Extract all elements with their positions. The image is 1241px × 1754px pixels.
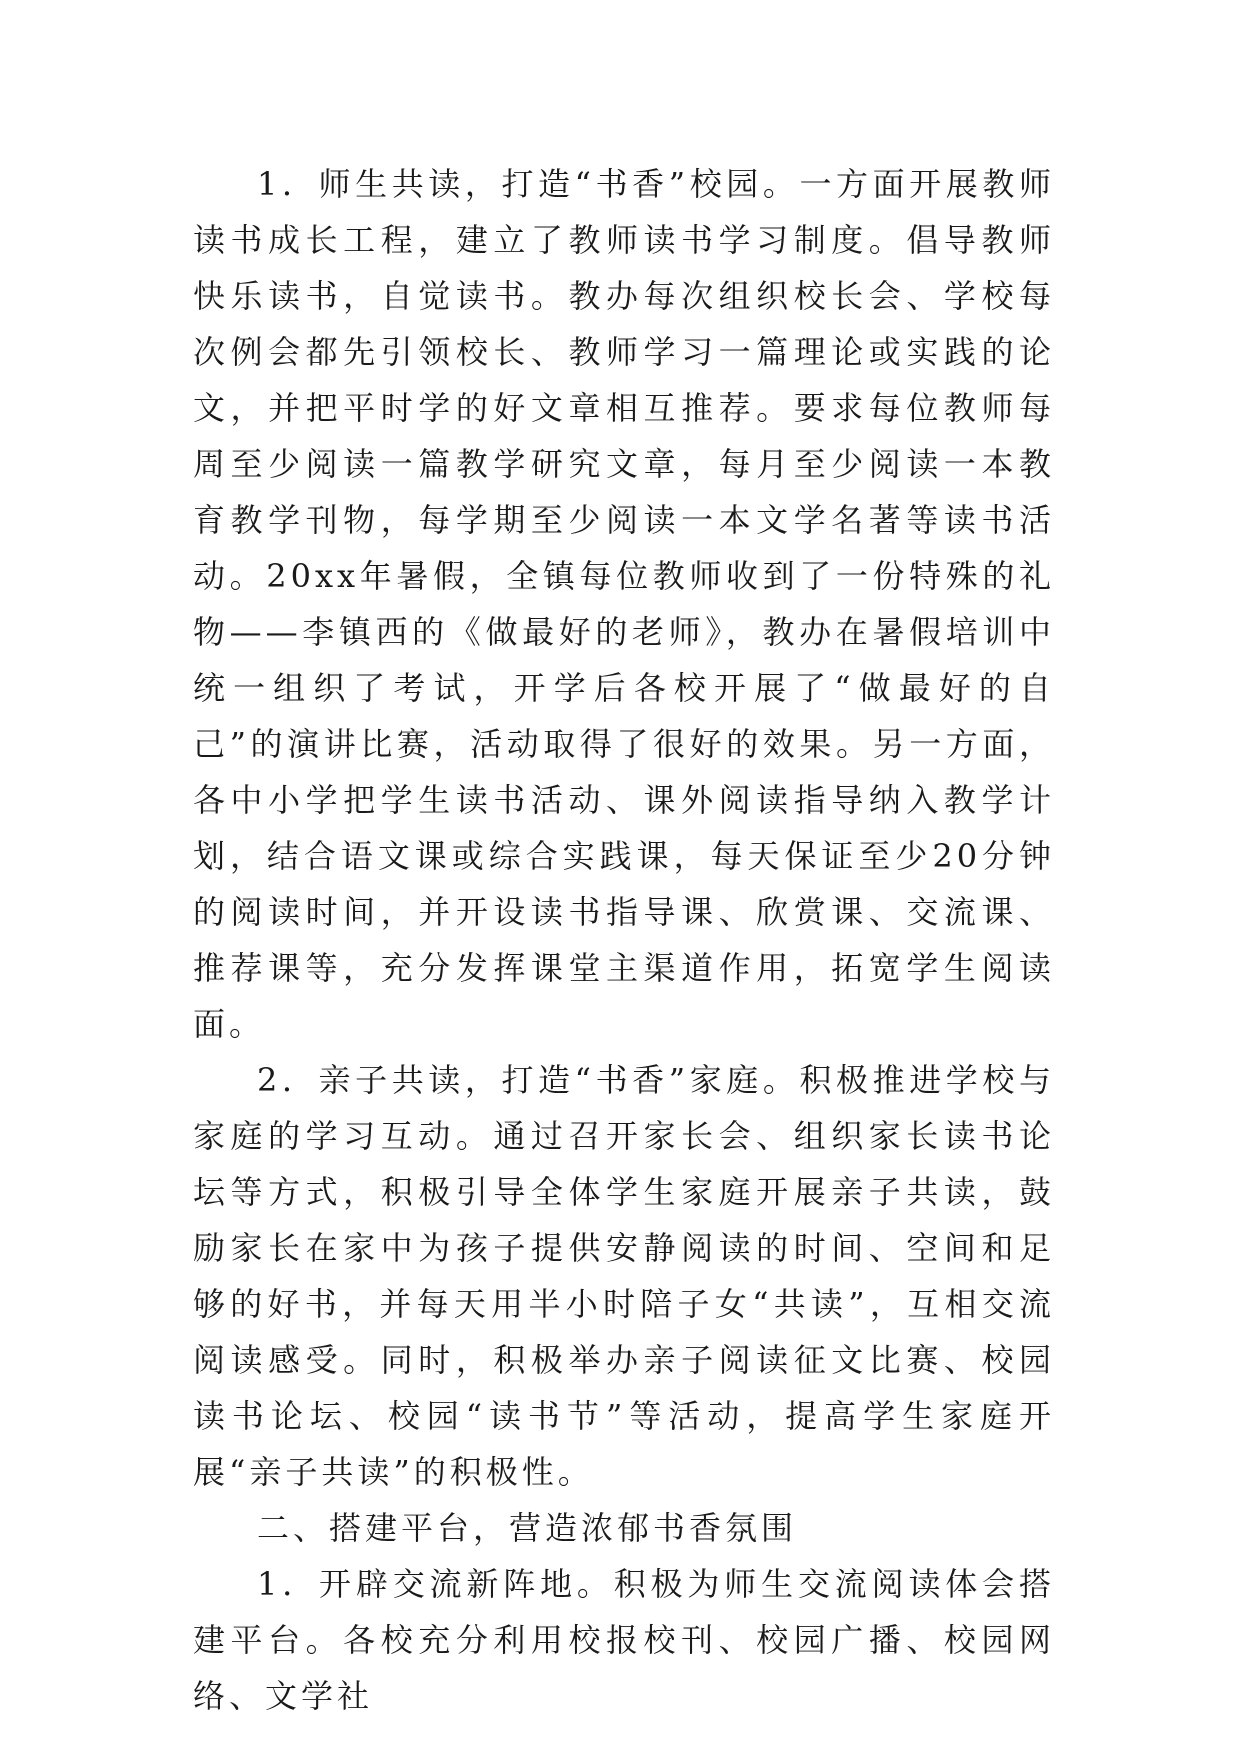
section-heading-platform: 二、搭建平台，营造浓郁书香氛围	[257, 1509, 798, 1547]
document-body	[193, 156, 1055, 1724]
paragraph-parent-child-reading: 2．亲子共读，打造“书香”家庭。积极推进学校与家庭的学习互动。通过召开家长会、组织家长读书论坛等方式，积极引导全体学生家庭开展亲子共读，鼓励家长在家中为孩子提供安静阅读的时间、空间和足够的好书，并每天用半小时陪子女“共读”，互相交流阅读感受。同时，积极举办亲子阅读征文比赛、校园读书论坛、校园“读书节”等活动，提高学生家庭开展“亲子共读”的积极性。	[193, 1061, 1055, 1491]
paragraph-exchange-platform: 1．开辟交流新阵地。积极为师生交流阅读体会搭建平台。各校充分利用校报校刊、校园广播、校园网络、文学社	[193, 1565, 1055, 1715]
paragraph-teacher-student-reading: 1．师生共读，打造“书香”校园。一方面开展教师读书成长工程，建立了教师读书学习制度。倡导教师快乐读书，自觉读书。教办每次组织校长会、学校每次例会都先引领校长、教师学习一篇理论或实践的论文，并把平时学的好文章相互推荐。要求每位教师每周至少阅读一篇教学研究文章，每月至少阅读一本教育教学刊物，每学期至少阅读一本文学名著等读书活动。20xx年暑假，全镇每位教师收到了一份特殊的礼物——李镇西的《做最好的老师》，教办在暑假培训中统一组织了考试，开学后各校开展了“做最好的自己”的演讲比赛，活动取得了很好的效果。另一方面，各中小学把学生读书活动、课外阅读指导纳入教学计划，结合语文课或综合实践课，每天保证至少20分钟的阅读时间，并开设读书指导课、欣赏课、交流课、推荐课等，充分发挥课堂主渠道作用，拓宽学生阅读面。	[193, 165, 1055, 1043]
